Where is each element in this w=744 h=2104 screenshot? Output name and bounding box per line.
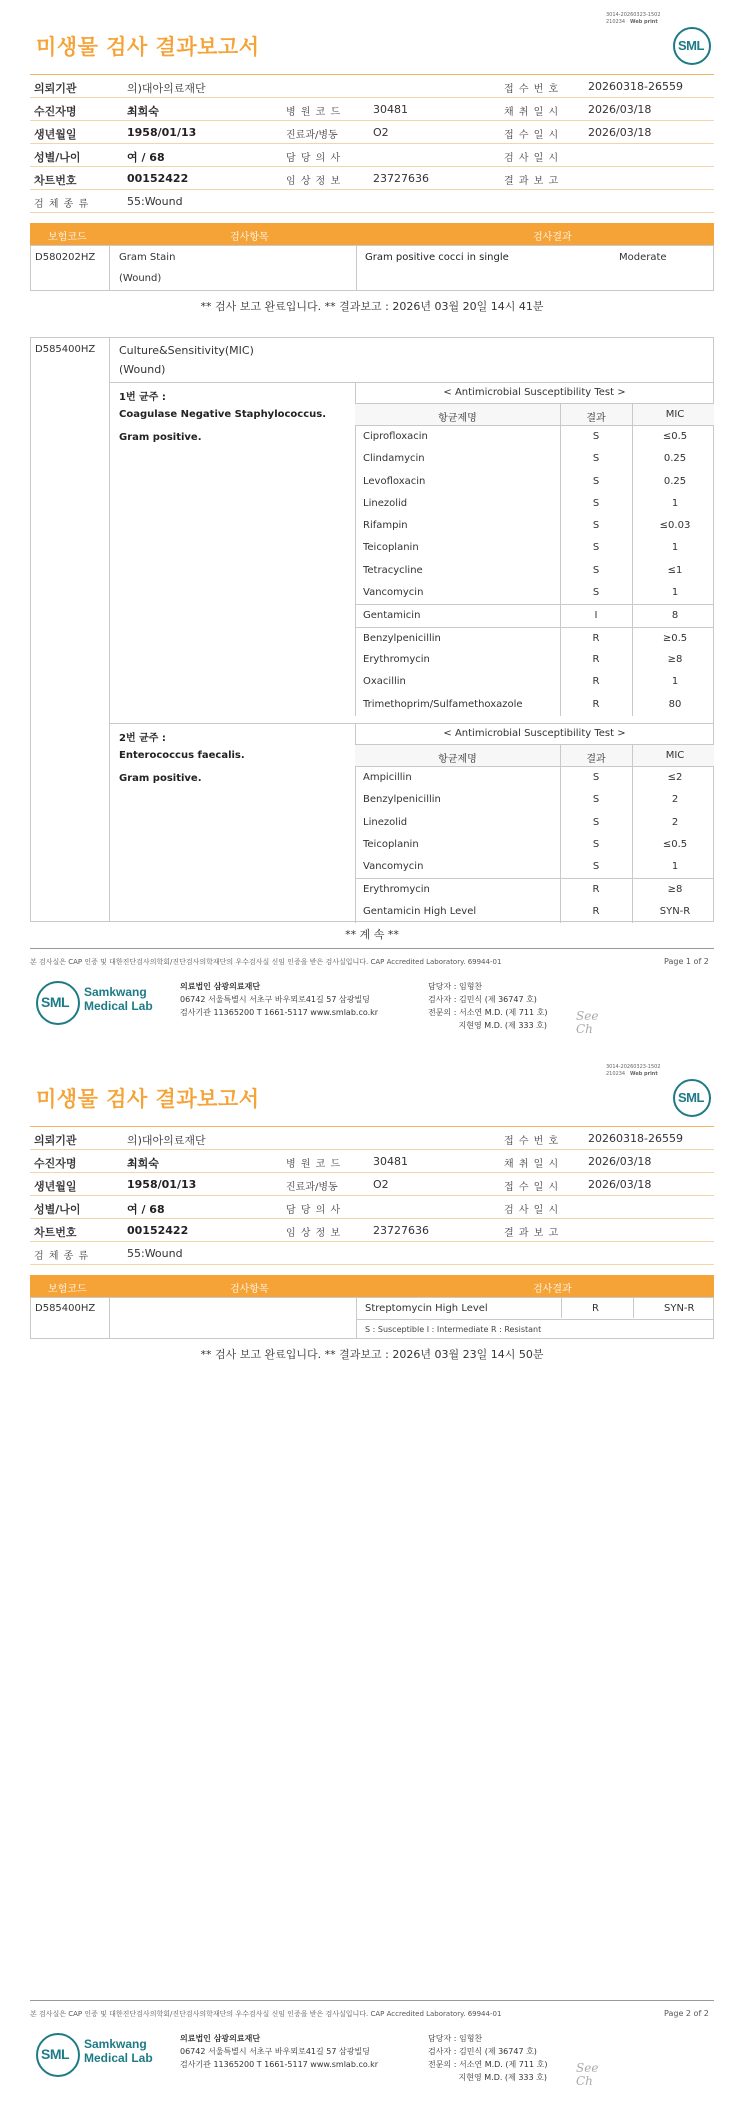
culture-result-box [30, 337, 714, 922]
divider [560, 404, 561, 716]
print-meta-line: 210234 [606, 19, 626, 25]
label-report-date: 결 과 보 고 [504, 176, 560, 187]
page-number: Page 2 of 2 [664, 2009, 709, 2018]
label-sexage: 성별/나이 [34, 1203, 81, 1216]
logo-text: SML [678, 1090, 704, 1105]
lab-name: 의료법인 삼광의료재단 [180, 982, 261, 991]
info-row [30, 190, 714, 213]
lab-info [180, 2032, 378, 2071]
antibiotic-mic: ≤0.5 [662, 431, 688, 442]
signature-line: Ch [576, 1022, 593, 1036]
antibiotic-mic: ≤1 [667, 564, 683, 576]
antibiotic-result: S [592, 564, 600, 576]
value-dept: O2 [373, 1178, 389, 1191]
value-institution: 의)대아의료재단 [127, 1134, 206, 1147]
antibiotic-result: S [592, 587, 600, 599]
antibiotic-row [355, 627, 714, 649]
brand-line: Samkwang [84, 985, 147, 999]
result-header [30, 1275, 714, 1297]
staff-info [428, 980, 547, 1032]
gram-stain-code: D580202HZ [35, 252, 96, 263]
value-specimen: 55:Wound [127, 1247, 183, 1260]
antibiotic-row [355, 493, 714, 515]
antibiotic-name: Gentamicin [363, 610, 421, 622]
culture-specimen: (Wound) [119, 363, 166, 376]
value-hospital-code: 30481 [373, 103, 408, 116]
footer-divider [30, 948, 714, 949]
footer-divider [30, 2000, 714, 2001]
label-birth: 생년월일 [34, 1180, 77, 1193]
antibiotic-name: Benzylpenicillin [363, 794, 441, 806]
antibiotic-result: S [592, 475, 600, 487]
col-mic: MIC [665, 409, 685, 420]
report-title: 미생물 검사 결과보고서 [36, 35, 260, 59]
ast-header [355, 404, 714, 426]
staff-line: 지현영 M.D. (제 333 호) [428, 1021, 547, 1030]
info-row [30, 167, 714, 190]
antibiotic-result: R [592, 884, 600, 896]
label-institution: 의뢰기관 [34, 1134, 77, 1147]
antibiotic-name: Teicoplanin [363, 542, 419, 554]
info-row [30, 1219, 714, 1242]
label-specimen: 검 체 종 류 [34, 199, 90, 210]
value-collect-date: 2026/03/18 [588, 103, 652, 116]
page-number: Page 1 of 2 [664, 957, 709, 966]
antibiotic-mic: 0.25 [663, 453, 687, 465]
antibiotic-mic: 2 [671, 794, 679, 806]
divider [560, 745, 561, 923]
header-result: 검사결과 [533, 1284, 572, 1295]
brand-name [84, 2037, 153, 2065]
header-item: 검사항목 [230, 1284, 269, 1295]
staff-line: 전문의 : 서소연 M.D. (제 711 호) [428, 1008, 548, 1017]
antibiotic-name: Linezolid [363, 497, 408, 509]
ast-header [355, 745, 714, 767]
sir-legend: S : Susceptible I : Intermediate R : Resistant [365, 1325, 542, 1334]
ast-title: < Antimicrobial Susceptibility Test > [355, 723, 714, 745]
staff-line: 지현영 M.D. (제 333 호) [428, 2073, 547, 2082]
signature-line: Ch [576, 2074, 593, 2088]
antibiotic-row [355, 901, 714, 923]
value-dept: O2 [373, 126, 389, 139]
staff-line: 전문의 : 서소연 M.D. (제 711 호) [428, 2060, 548, 2069]
value-sexage: 여 / 68 [127, 1203, 165, 1216]
divider [109, 246, 110, 290]
label-institution: 의뢰기관 [34, 82, 77, 95]
info-row [30, 121, 714, 144]
antibiotic-result: I [594, 610, 598, 622]
antibiotic-row [355, 537, 714, 559]
lab-name: 의료법인 삼광의료재단 [180, 2034, 261, 2043]
label-receipt-date: 접 수 일 시 [504, 130, 560, 141]
divider [356, 246, 357, 290]
antibiotic-row [355, 834, 714, 856]
ast-title: < Antimicrobial Susceptibility Test > [355, 382, 714, 404]
streptomycin-row [30, 1297, 714, 1339]
col-antibiotic: 항균제명 [438, 754, 477, 765]
report-page-2 [0, 1052, 744, 2104]
value-sexage: 여 / 68 [127, 151, 165, 164]
brand-line: Medical Lab [84, 999, 153, 1013]
organism1-label: 1번 균주 : [119, 392, 166, 403]
label-chart: 차트번호 [34, 1226, 77, 1239]
antibiotic-name: Erythromycin [363, 884, 430, 896]
sml-logo-icon [673, 1079, 711, 1117]
antibiotic-result: R [592, 905, 600, 917]
gram-stain-specimen: (Wound) [119, 273, 162, 284]
brand-line: Samkwang [84, 2037, 147, 2051]
antibiotic-mic: 0.25 [663, 475, 687, 487]
logo-text: SML [678, 38, 704, 53]
label-clinical: 임 상 정 보 [286, 176, 342, 187]
print-meta-web: Web print [630, 1071, 658, 1077]
divider [356, 1298, 357, 1338]
sml-logo-icon [673, 27, 711, 65]
divider [632, 404, 633, 716]
gram-stain-grade: Moderate [619, 252, 667, 263]
patient-info-table [30, 1126, 714, 1265]
antibiotic-result: R [592, 653, 600, 665]
antibiotic-name: Rifampin [363, 520, 408, 532]
divider [633, 1298, 634, 1318]
label-collect-date: 채 취 일 시 [504, 1159, 560, 1170]
strep-antibiotic: Streptomycin High Level [365, 1303, 488, 1314]
label-test-date: 검 사 일 시 [504, 153, 560, 164]
staff-line: 검사자 : 김민식 (제 36747 호) [428, 2047, 537, 2056]
antibiotic-name: Ciprofloxacin [363, 431, 428, 442]
value-hospital-code: 30481 [373, 1155, 408, 1168]
print-meta-web: Web print [630, 19, 658, 25]
antibiotic-result: S [592, 838, 600, 850]
brand-name [84, 985, 153, 1013]
info-row [30, 144, 714, 167]
strep-code: D585400HZ [35, 1303, 96, 1314]
antibiotic-row [355, 515, 714, 537]
organism2-gram: Gram positive. [119, 773, 202, 784]
antibiotic-result: S [592, 453, 600, 465]
info-row [30, 1127, 714, 1150]
label-receipt-no: 접 수 번 호 [504, 1136, 560, 1147]
antibiotic-name: Oxacillin [363, 676, 406, 688]
value-institution: 의)대아의료재단 [127, 82, 206, 95]
antibiotic-mic: ≥8 [667, 884, 683, 896]
staff-line: 담당자 : 임형찬 [428, 982, 483, 991]
info-row [30, 98, 714, 121]
antibiotic-mic: ≥8 [667, 653, 683, 665]
antibiotic-row [355, 856, 714, 878]
antibiotic-result: S [592, 542, 600, 554]
label-patient: 수진자명 [34, 1157, 77, 1170]
antibiotic-result: S [592, 816, 600, 828]
lab-info [180, 980, 378, 1019]
label-dept: 진료과/병동 [286, 130, 338, 141]
antibiotic-mic: 8 [671, 610, 679, 622]
label-report-date: 결 과 보 고 [504, 1228, 560, 1239]
label-chart: 차트번호 [34, 174, 77, 187]
label-collect-date: 채 취 일 시 [504, 107, 560, 118]
label-receipt-no: 접 수 번 호 [504, 84, 560, 95]
col-antibiotic: 항균제명 [438, 413, 477, 424]
antibiotic-row [355, 671, 714, 693]
gram-stain-item: Gram Stain [119, 252, 176, 263]
gram-stain-row [30, 245, 714, 291]
antibiotic-row [355, 560, 714, 582]
continued-note: ** 계 속 ** [345, 928, 399, 941]
lab-contact: 검사기관 11365200 T 1661-5117 www.smlab.co.kr [180, 1008, 379, 1017]
divider [561, 1298, 562, 1318]
value-receipt-no: 20260318-26559 [588, 80, 683, 93]
col-mic: MIC [665, 750, 685, 761]
footer-disclaimer: 본 검사실은 CAP 인증 및 대한진단검사의학회/진단검사의학재단의 우수검사실 신임 인증을 받은 검사실입니다. CAP Accredited Laboratory. 69944-01 [30, 2010, 502, 2018]
report-title: 미생물 검사 결과보고서 [36, 1087, 260, 1111]
antibiotic-name: Vancomycin [363, 587, 424, 599]
antibiotic-row [355, 604, 714, 626]
staff-info [428, 2032, 547, 2084]
antibiotic-name: Gentamicin High Level [363, 905, 477, 917]
antibiotic-mic: ≤0.03 [659, 520, 691, 532]
label-patient: 수진자명 [34, 105, 77, 118]
staff-line: 검사자 : 김민식 (제 36747 호) [428, 995, 537, 1004]
antibiotic-mic: ≤0.5 [662, 838, 688, 850]
antibiotic-row [355, 694, 714, 716]
value-receipt-no: 20260318-26559 [588, 1132, 683, 1145]
organism2-label: 2번 균주 : [119, 733, 166, 744]
antibiotic-mic: 1 [671, 587, 679, 599]
label-hospital-code: 병 원 코 드 [286, 1159, 342, 1170]
antibiotic-name: Erythromycin [363, 653, 430, 665]
antibiotic-name: Tetracycline [363, 564, 423, 576]
divider [109, 338, 110, 921]
ast-table-organism1 [355, 382, 714, 716]
value-birth: 1958/01/13 [127, 1178, 197, 1191]
culture-item: Culture&Sensitivity(MIC) [119, 344, 254, 357]
antibiotic-result: R [592, 632, 600, 644]
header-result: 검사결과 [533, 232, 572, 243]
antibiotic-name: Ampicillin [363, 772, 412, 783]
antibiotic-name: Linezolid [363, 816, 408, 828]
antibiotic-row [355, 649, 714, 671]
antibiotic-row [355, 789, 714, 811]
value-receipt-date: 2026/03/18 [588, 1178, 652, 1191]
header-item: 검사항목 [230, 232, 269, 243]
signature-line: See [576, 2061, 599, 2075]
antibiotic-result: R [592, 676, 600, 688]
antibiotic-name: Benzylpenicillin [363, 632, 441, 644]
value-birth: 1958/01/13 [127, 126, 197, 139]
antibiotic-mic: 80 [668, 698, 682, 710]
antibiotic-row [355, 878, 714, 900]
label-sexage: 성별/나이 [34, 151, 81, 164]
lab-contact: 검사기관 11365200 T 1661-5117 www.smlab.co.kr [180, 2060, 379, 2069]
antibiotic-name: Vancomycin [363, 861, 424, 873]
gram-stain-result: Gram positive cocci in single [365, 252, 509, 263]
label-clinical: 임 상 정 보 [286, 1228, 342, 1239]
samkwang-logo-icon [36, 2033, 80, 2077]
ast-body [355, 426, 714, 716]
signature [576, 1010, 598, 1036]
label-birth: 생년월일 [34, 128, 77, 141]
culture-code: D585400HZ [35, 344, 96, 355]
antibiotic-mic: ≥0.5 [662, 632, 688, 644]
patient-info-table [30, 74, 714, 213]
divider [109, 1298, 110, 1338]
ast-body [355, 767, 714, 923]
antibiotic-result: S [592, 861, 600, 873]
antibiotic-row [355, 767, 714, 789]
value-collect-date: 2026/03/18 [588, 1155, 652, 1168]
brand-line: Medical Lab [84, 2051, 153, 2065]
label-hospital-code: 병 원 코 드 [286, 107, 342, 118]
header-code: 보험코드 [48, 1284, 87, 1295]
antibiotic-row [355, 471, 714, 493]
organism2-name: Enterococcus faecalis. [119, 750, 245, 761]
info-row [30, 1173, 714, 1196]
antibiotic-name: Clindamycin [363, 453, 425, 465]
value-patient: 최희숙 [127, 105, 159, 118]
organism1-name: Coagulase Negative Staphylococcus. [119, 409, 327, 420]
col-result: 결과 [586, 413, 606, 424]
antibiotic-result: S [592, 497, 600, 509]
antibiotic-mic: ≤2 [667, 772, 683, 783]
info-row [30, 1242, 714, 1265]
antibiotic-mic: 1 [671, 676, 679, 688]
antibiotic-name: Teicoplanin [363, 838, 419, 850]
antibiotic-mic: 1 [671, 497, 679, 509]
report-complete-note: ** 검사 보고 완료입니다. ** 결과보고 : 2026년 03월 23일 14시 50분 [200, 1348, 544, 1361]
antibiotic-row [355, 426, 714, 448]
header-code: 보험코드 [48, 232, 87, 243]
value-clinical: 23727636 [373, 1224, 429, 1237]
info-row [30, 1196, 714, 1219]
divider [632, 745, 633, 923]
organism1-gram: Gram positive. [119, 432, 202, 443]
signature [576, 2062, 598, 2088]
antibiotic-mic: SYN-R [659, 905, 691, 917]
value-specimen: 55:Wound [127, 195, 183, 208]
antibiotic-mic: 1 [671, 542, 679, 554]
label-doctor: 담 당 의 사 [286, 1205, 342, 1216]
antibiotic-name: Trimethoprim/Sulfamethoxazole [363, 698, 523, 710]
info-row [30, 1150, 714, 1173]
antibiotic-result: S [592, 431, 600, 442]
divider [356, 1319, 713, 1320]
antibiotic-row [355, 582, 714, 604]
antibiotic-name: Levofloxacin [363, 475, 426, 487]
lab-address: 06742 서울특별시 서초구 바우뫼로41길 57 삼광빌딩 [180, 2047, 370, 2056]
ast-table-organism2 [355, 723, 714, 923]
value-receipt-date: 2026/03/18 [588, 126, 652, 139]
label-test-date: 검 사 일 시 [504, 1205, 560, 1216]
value-chart: 00152422 [127, 172, 189, 185]
antibiotic-result: S [592, 794, 600, 806]
info-row [30, 75, 714, 98]
value-chart: 00152422 [127, 1224, 189, 1237]
result-header [30, 223, 714, 245]
report-complete-note: ** 검사 보고 완료입니다. ** 결과보고 : 2026년 03월 20일 14시 41분 [200, 300, 544, 313]
value-clinical: 23727636 [373, 172, 429, 185]
antibiotic-row [355, 448, 714, 470]
label-doctor: 담 당 의 사 [286, 153, 342, 164]
col-result: 결과 [586, 754, 606, 765]
antibiotic-mic: 1 [671, 861, 679, 873]
staff-line: 담당자 : 임형찬 [428, 2034, 483, 2043]
antibiotic-result: S [592, 772, 600, 783]
lab-address: 06742 서울특별시 서초구 바우뫼로41길 57 삼광빌딩 [180, 995, 370, 1004]
label-specimen: 검 체 종 류 [34, 1251, 90, 1262]
antibiotic-mic: 2 [671, 816, 679, 828]
print-meta-line: 210234 [606, 1071, 626, 1077]
label-receipt-date: 접 수 일 시 [504, 1182, 560, 1193]
antibiotic-result: R [592, 698, 600, 710]
value-patient: 최희숙 [127, 1157, 159, 1170]
footer-disclaimer: 본 검사실은 CAP 인증 및 대한진단검사의학회/진단검사의학재단의 우수검사실 신임 인증을 받은 검사실입니다. CAP Accredited Laboratory. 69944-01 [30, 958, 502, 966]
strep-result: R [592, 1303, 599, 1314]
samkwang-logo-icon [36, 981, 80, 1025]
logo-text: SML [41, 994, 70, 1010]
antibiotic-row [355, 812, 714, 834]
logo-text: SML [41, 2046, 70, 2062]
print-meta-line: 3014-20260323-1502 [606, 12, 661, 18]
print-meta-line: 3014-20260323-1502 [606, 1064, 661, 1070]
strep-mic: SYN-R [664, 1303, 695, 1314]
antibiotic-result: S [592, 520, 600, 532]
signature-line: See [576, 1009, 599, 1023]
label-dept: 진료과/병동 [286, 1182, 338, 1193]
